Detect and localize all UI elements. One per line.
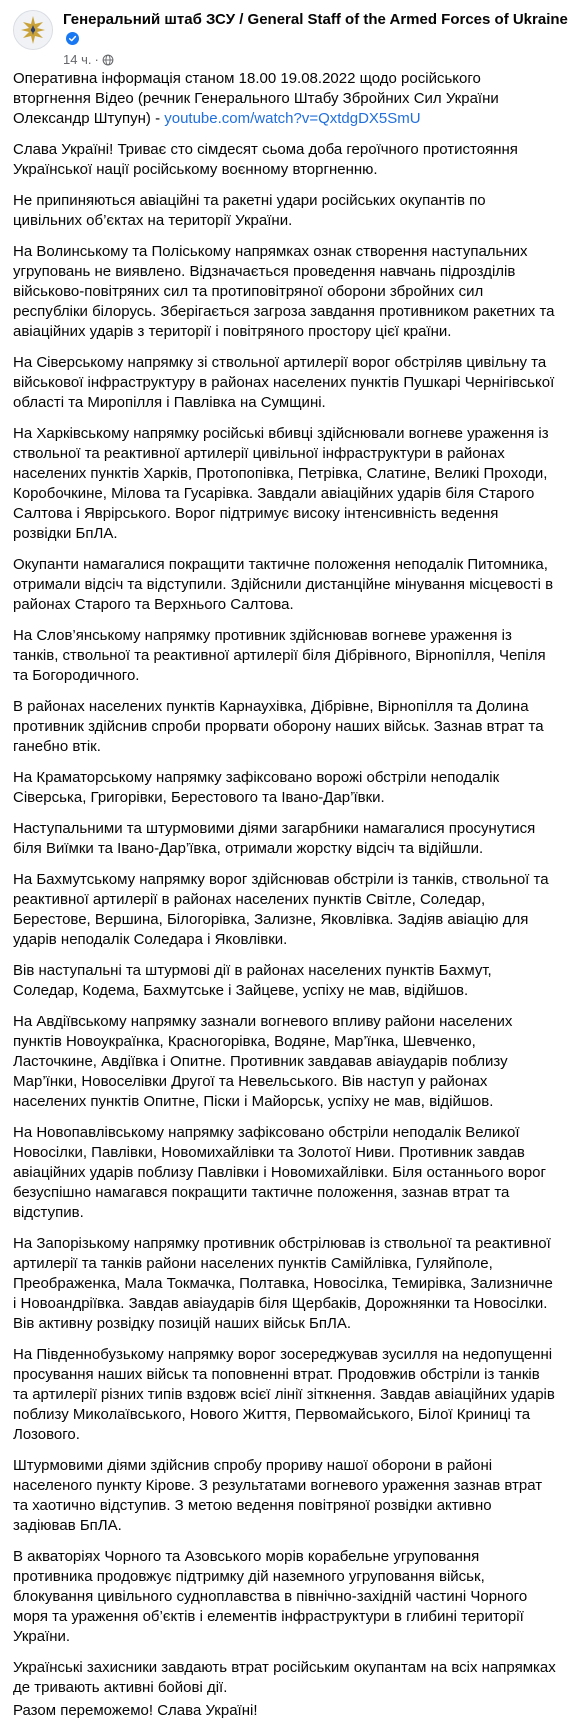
post-paragraph: На Новопавлівському напрямку зафіксовано обстріли неподалік Великої Новосілки, Павлівки, Новомихайлівки та Золотої Ниви. Противник завдав авіаційних ударів поблизу Павлівки і Новомихайлівки. Біля останнього ворог безуспішно намагався покращити тактичне положення, зазнав втрат та відступив. [13, 1124, 546, 1221]
post-paragraph: На Бахмутському напрямку ворог здійснював обстріли із танків, ствольної та реактивної артилерії в районах населених пунктів Світле, Соледар, Берестове, Вершина, Білогорівка, Зализне, Яковлівка. Задіяв авіацію для ударів неподалік Соледара і Яковлівки. [13, 871, 549, 948]
post-timestamp[interactable]: 14 ч. [63, 52, 92, 67]
post-paragraph: На Сіверському напрямку зі ствольної артилерії ворог обстріляв цивільну та військової інфраструктуру в районах населених пунктів Пушкарі Чернігівської області та Миропілля і Павлівка на Сумщині. [13, 354, 555, 411]
post-meta [63, 51, 573, 69]
page-avatar[interactable] [13, 10, 53, 50]
page-name[interactable]: Генеральний штаб ЗСУ / General Staff of the Armed Forces of Ukraine [63, 11, 568, 28]
post-paragraph: Вів наступальні та штурмові дії в районах населених пунктів Бахмут, Соледар, Кодема, Бахмутське і Зайцеве, успіху не мав, відійшов. [13, 962, 492, 999]
post-header [13, 10, 573, 67]
post-paragraph: Штурмовими діями здійснив спробу прориву нашої оборони в районі населеного пункту Кірове. З результатами вогневого ураження зазнав втрат та хаотично відступив. З метою ведення повітряної розвідки активно задіював БпЛА. [13, 1457, 543, 1534]
post-paragraph: На Волинському та Поліському напрямках ознак створення наступальних угруповань не виявлено. Відзначається проведення навчань підрозділів військово-повітряних сил та протиповітряної оборони збройних сил республіки білорусь. Зберігається загроза завдання противником ракетних та авіаційних ударів з території і повітряного простору цієї країни. [13, 243, 555, 340]
post-paragraph: На Авдіївському напрямку зазнали вогневого впливу райони населених пунктів Новоукраїнка, Красногорівка, Водяне, Мар’їнка, Шевченко, Ласточкине, Авдіївка і Опитне. Противник завдавав авіаударів поблизу Мар’їнки, Новоселівки Другої та Невельського. Вів наступ у районах населених пунктів Опитне, Піски і Майорськ, успіху не мав, відійшов. [13, 1013, 513, 1110]
globe-icon[interactable] [102, 54, 114, 66]
post-paragraph: Не припиняються авіаційні та ракетні удари російських окупантів по цивільних об’єктах на території України. [13, 192, 486, 229]
post-paragraph: На Запорізькому напрямку противник обстрілював із ствольної та реактивної артилерії та танків райони населених пунктів Самійлівка, Гуляйполе, Преображенка, Мала Токмачка, Полтавка, Новосілка, Темирівка, Зализничне і Новоандріївка. Завдав авіаударів біля Щербаків, Дорожнянки та Новосілки. Вів активну розвідку позицій наших військ БпЛА. [13, 1235, 553, 1332]
post-body [13, 69, 558, 1732]
author-block [63, 10, 573, 69]
intro-text: Оперативна інформація станом 18.00 19.08.2022 щодо російського вторгнення Відео (речник Генерального Штабу Збройних Сил України Олександр Штупун) - [13, 70, 499, 127]
post-paragraph: В акваторіях Чорного та Азовського морів корабельне угруповання противника продовжує підтримку дій наземного угруповання військ, блокування цивільного судноплавства в північно-західній частині Чорного моря та ураження об’єктів і елементів інфраструктури в глибині території України. [13, 1548, 528, 1645]
meta-separator: · [94, 52, 99, 67]
post-paragraph: Окупанти намагалися покращити тактичне положення неподалік Питомника, отримали відсіч та відступили. Здійснили дистанційне мінування місцевості в районах Старого та Верхнього Салтова. [13, 556, 554, 613]
post-paragraph: Слава Україні! Триває сто сімдесят сьома доба героїчного протистояння Української нації російському воєнному вторгненню. [13, 141, 518, 178]
post-paragraph: Наступальними та штурмовими діями загарбники намагалися просунутися біля Виїмки та Івано-Дар’ївка, отримали жорстку відсіч та відійшли. [13, 820, 536, 857]
post-paragraph: На Харківському напрямку російські вбивці здійснювали вогневе ураження із ствольної та реактивної артилерії цивільної інфраструктури в районах населених пунктів Харків, Протопопівка, Петрівка, Слатине, Великі Проходи, Коробочкине, Мілова та Гусарівка. Завдали авіаційних ударів біля Старого Салтова і Яврірського. Ворог підтримує високу інтенсивність ведення розвідки БпЛА. [13, 425, 549, 542]
post-paragraph: На Південнобузькому напрямку ворог зосереджував зусилля на недопущенні просування наших військ та поповненні втрат. Продовжив обстріли із танків та артилерії різних типів вздовж всієї лінії зіткнення. Завдав авіаційних ударів поблизу Миколаївського, Нового Життя, Первомайського, Білої Криниці та Лозового. [13, 1346, 555, 1443]
post-intro [13, 69, 558, 129]
post-paragraph: На Краматорському напрямку зафіксовано ворожі обстріли неподалік Сіверська, Григорівки, Берестового та Івано-Дар’ївки. [13, 769, 500, 806]
video-link[interactable]: youtube.com/watch?v=QxtdgDX5SmU [164, 110, 421, 127]
post-paragraph: В районах населених пунктів Карнаухівка, Дібрівне, Вірнопілля та Долина противник здійснив спроби прорвати оборону наших військ. Зазнав втрат та ганебно втік. [13, 698, 544, 755]
armed-forces-emblem-icon [14, 11, 52, 49]
post-closing: Разом переможемо! Слава Україні! [13, 1702, 258, 1719]
page-name-link[interactable] [63, 10, 573, 50]
post-paragraph: Українські захисники завдають втрат російським окупантам на всіх напрямках де тривають активні бойові дії. [13, 1659, 556, 1696]
post-paragraph: На Слов’янському напрямку противник здійснював вогневе ураження із танків, ствольної та реактивної артилерії біля Дібрівного, Вірнопілля, Чепіля та Богородичного. [13, 627, 546, 684]
verified-badge-icon [66, 32, 79, 45]
